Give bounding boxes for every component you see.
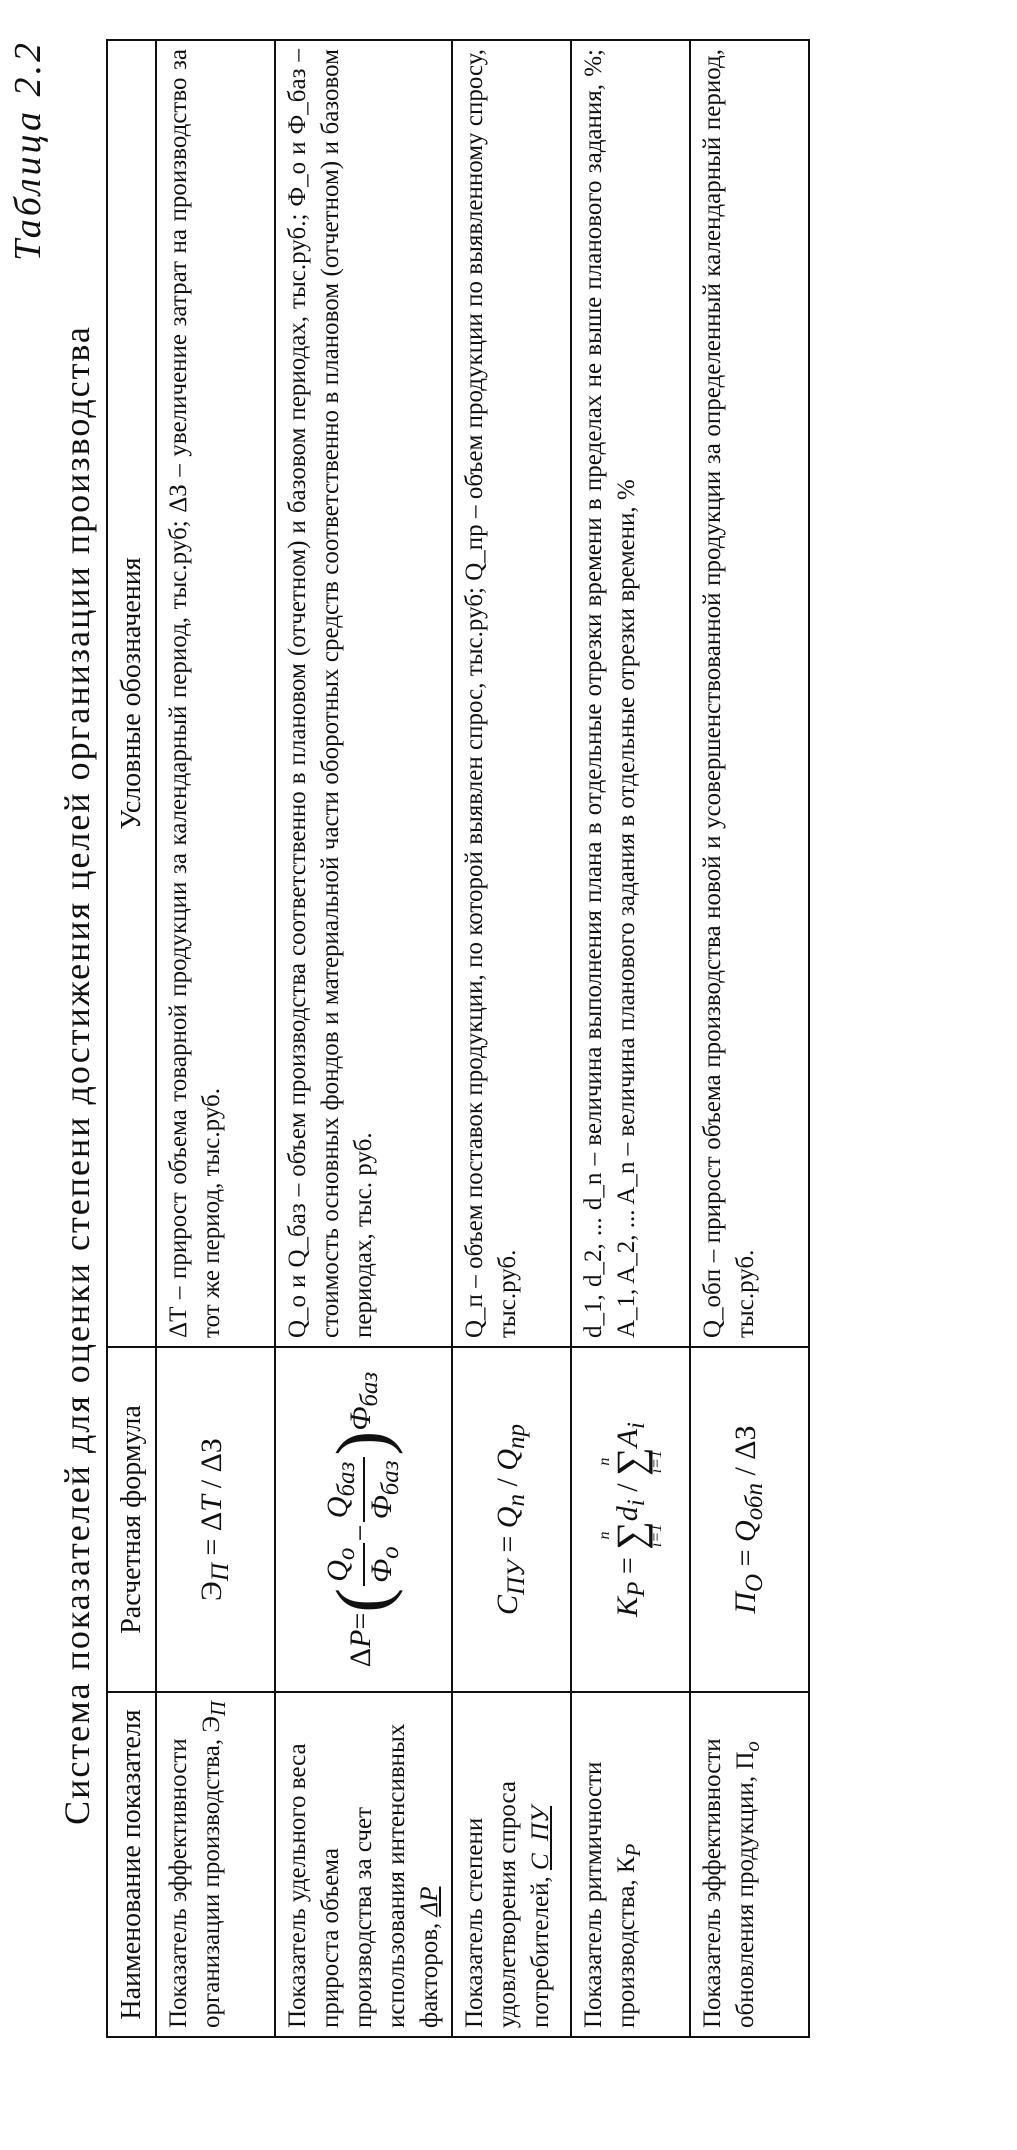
formula-rhythm: $K_P = n$ ∑ $i=1d_i / n$ ∑ $i=1A_i$ [595,1422,665,1617]
formula-renewal: $П_О = Q_{обп} / \Delta З$ [728,1425,768,1614]
indicator-notation: ΔТ – прирост объема товарной продукции за календарный период, тыс.руб; ΔЗ – увеличение затрат на производство за тот же период, тыс.руб. [156,40,275,1347]
table-row [571,40,690,2037]
indicator-formula [156,1347,275,1692]
header-formula: Расчетная формула [107,1347,156,1692]
indicator-name: Показатель эффективности обновления продукции, $П_о$ [690,1692,809,2037]
table-row [690,40,809,2037]
table-label: Таблица 2.2 [7,40,49,261]
header-name: Наименование показателя [107,1692,156,2037]
indicator-formula [571,1347,690,1692]
indicator-formula [452,1347,571,1692]
indicators-table [106,39,810,2038]
formula-intensive-share: ΔP=( $Q_o$ $Ф_o$ − $Q_{баз}$ $Ф_{баз}$ )$Ф_{баз}$ [320,1371,405,1668]
indicator-notation: Q_о и Q_баз – объем производства соответственно в плановом (отчетном) и базовом периодах, тыс.руб.; Ф_о и Ф_баз – стоимость основных фондов и материальной части оборотных средств соответственно в плановом (отчетном) и базовом периодах, тыс. руб. [275,40,452,1347]
header-notation: Условные обозначения [107,40,156,1347]
indicator-notation: Q_обп – прирост объема производства новой и усовершенствованной продукции за определенный календарный период, тыс.руб. [690,40,809,1347]
indicator-name: Показатель ритмичности производства, $К_Р$ [571,1692,690,2037]
indicator-formula [690,1347,809,1692]
table-row [156,40,275,2037]
header-row [107,40,156,2037]
indicator-notation: Q_п – объем поставок продукции, по которой выявлен спрос, тыс.руб; Q_пр – объем продукции по выявленному спросу, тыс.руб. [452,40,571,1347]
table-row [452,40,571,2037]
formula-efficiency: $Э_П = \Delta T / \Delta З$ [194,1438,234,1601]
indicator-name: Показатель степени удовлетворения спроса потребителей, С_ПУ [452,1692,571,2037]
indicator-name: Показатель эффективности организации производства, $Э_П$ [156,1692,275,2037]
table-title: Система показателей для оценки степени достижения целей организации производства [57,325,97,1825]
indicator-formula [275,1347,452,1692]
indicator-name: Показатель удельного веса прироста объема производства за счет использования интенсивных факторов, ΔР [275,1692,452,2037]
table-row [275,40,452,2037]
formula-demand-satisfaction: $C_{ПУ} = Q_п / Q_{пр}$ [490,1424,530,1616]
indicator-notation: d_1, d_2, ... d_n – величина выполнения плана в отдельные отрезки времени в пределах не выше планового задания, %; A_1, A_2, ... A_n – величина планового задания в отдельные отрезки времени, % [571,40,690,1347]
